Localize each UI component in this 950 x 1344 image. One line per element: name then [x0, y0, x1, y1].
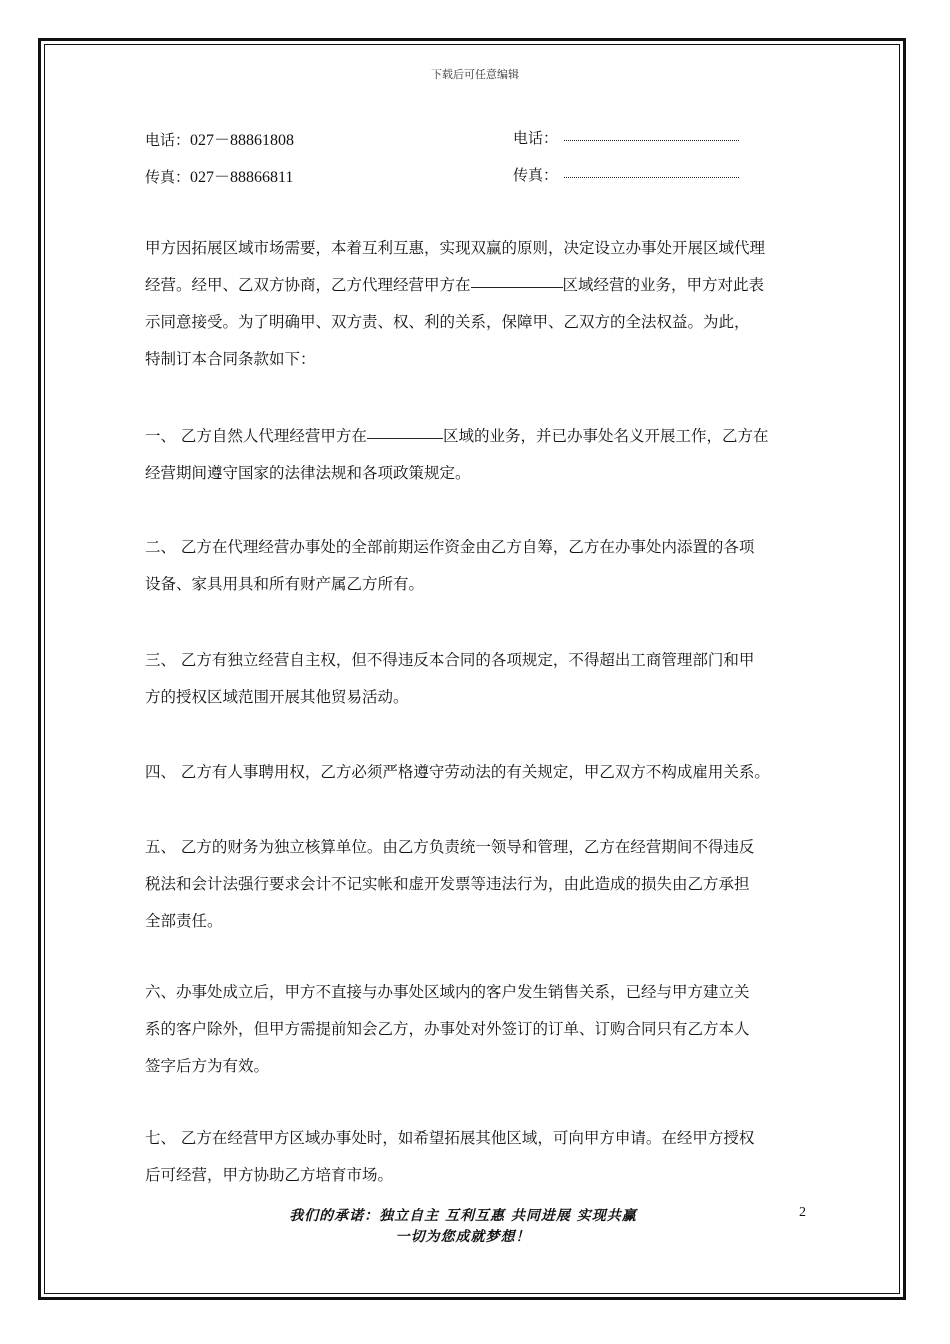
clause-line: 后可经营，甲方协助乙方培育市场。 — [145, 1166, 394, 1184]
clause-line: 税法和会计法强行要求会计不记实帐和虚开发票等违法行为，由此造成的损失由乙方承担 — [145, 875, 750, 893]
clause-5 — [145, 829, 813, 940]
clause-text: 区域的业务，并已办事处名义开展工作，乙方在 — [442, 427, 769, 445]
region-blank — [471, 286, 563, 288]
clause-line: 三、 乙方有独立经营自主权，但不得违反本合同的各项规定，不得超出工商管理部门和甲 — [145, 651, 755, 669]
clause-3 — [145, 642, 813, 716]
header-note: 下载后可任意编辑 — [431, 68, 519, 81]
right-phone-blank — [564, 139, 739, 141]
clause-7 — [145, 1120, 813, 1194]
intro-text: 区域经营的业务，甲方对此表 — [562, 276, 765, 294]
clause-line: 六、办事处成立后，甲方不直接与办事处区域内的客户发生销售关系，已经与甲方建立关 — [145, 983, 750, 1001]
clause-line — [145, 418, 813, 455]
left-fax-label: 传真： — [145, 168, 191, 186]
intro-line: 特制订本合同条款如下： — [145, 350, 316, 368]
clause-6 — [145, 974, 813, 1085]
clause-line: 全部责任。 — [145, 912, 223, 930]
clause-1 — [145, 418, 813, 492]
clause-2 — [145, 529, 813, 603]
right-phone-line — [513, 127, 739, 148]
right-fax-blank — [564, 176, 739, 178]
left-fax-line — [145, 164, 293, 187]
clause-line: 四、 乙方有人事聘用权，乙方必须严格遵守劳动法的有关规定，甲乙双方不构成雇用关系。 — [145, 763, 770, 781]
slogan-line: 我们的承诺：独立自主 互利互惠 共同进展 实现共赢 — [289, 1208, 637, 1224]
clause-line: 方的授权区域范围开展其他贸易活动。 — [145, 688, 409, 706]
clause-line: 系的客户除外，但甲方需提前知会乙方，办事处对外签订的订单、订购合同只有乙方本人 — [145, 1020, 750, 1038]
intro-text: 经营。经甲、乙双方协商，乙方代理经营甲方在 — [145, 276, 471, 294]
clause-line: 五、 乙方的财务为独立核算单位。由乙方负责统一领导和管理，乙方在经营期间不得违反 — [145, 838, 755, 856]
clause-line: 签字后方为有效。 — [145, 1057, 270, 1075]
right-fax-line — [513, 164, 739, 185]
intro-paragraph — [145, 230, 813, 378]
slogan-line: 一切为您成就梦想！ — [395, 1229, 531, 1245]
clause-line: 设备、家具用具和所有财产属乙方所有。 — [145, 575, 425, 593]
clause-line: 二、 乙方在代理经营办事处的全部前期运作资金由乙方自筹，乙方在办事处内添置的各项 — [145, 538, 755, 556]
clause-text: 一、 乙方自然人代理经营甲方在 — [145, 427, 367, 445]
left-phone-value: 027－88861808 — [190, 132, 295, 149]
page-number: 2 — [799, 1205, 806, 1220]
left-fax-value: 027－88866811 — [190, 169, 294, 186]
region-blank — [367, 437, 443, 439]
intro-line — [145, 267, 813, 304]
intro-line: 甲方因拓展区域市场需要，本着互利互惠，实现双赢的原则，决定设立办事处开展区域代理 — [145, 239, 766, 257]
intro-line: 示同意接受。为了明确甲、双方责、权、利的关系，保障甲、乙双方的全法权益。为此， — [145, 313, 750, 331]
right-phone-label: 电话： — [513, 129, 559, 147]
clause-line: 七、 乙方在经营甲方区域办事处时，如希望拓展其他区域，可向甲方申请。在经甲方授权 — [145, 1129, 755, 1147]
left-phone-line — [145, 127, 294, 150]
clause-4 — [145, 754, 813, 791]
footer-slogan — [0, 1206, 926, 1248]
right-fax-label: 传真： — [513, 166, 559, 184]
left-phone-label: 电话： — [145, 131, 191, 149]
clause-line: 经营期间遵守国家的法律法规和各项政策规定。 — [145, 464, 471, 482]
